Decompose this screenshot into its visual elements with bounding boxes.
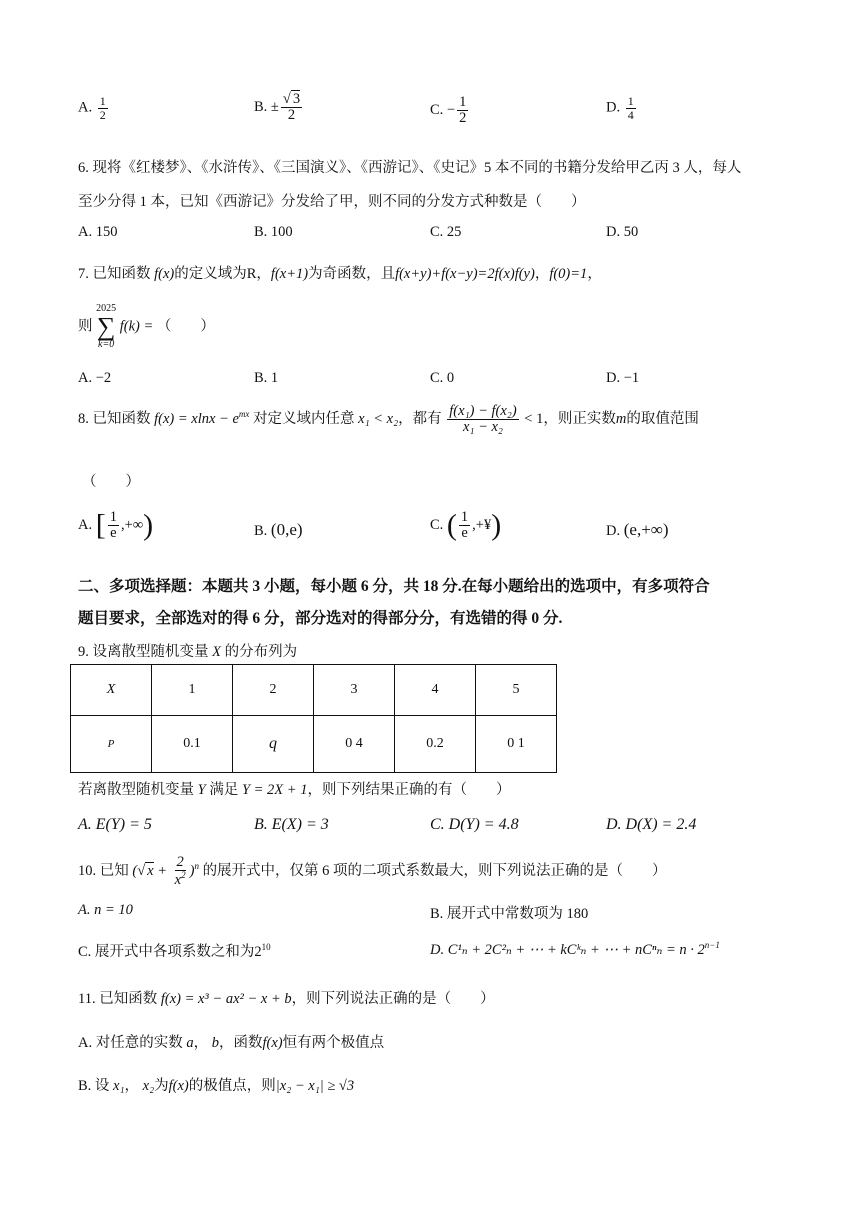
q7-option-b: B. 1: [254, 370, 279, 386]
q9-option-d: D. D(X) = 2.4: [606, 816, 697, 833]
q8-option-c: C. ( $\frac{1}{e}$ ,+¥): [430, 508, 502, 542]
q8-stem: 8. 已知函数 $f(x) = xlnx - e^{mx}$ 对定义域内任意 x₁ < x₂，都有 $\frac{\text{f(x₁) − f(x₂)}}{\text{x₁ − x₂}}$ < 1，则正实数m的取值范围: [78, 403, 699, 436]
q10-stem: 10. 已知 (√ x + $\frac{2}{x^2}$ )$^n$ 的展开式中，仅第 6 项的二项式系数最大，则下列说法正确的是（ ）: [78, 854, 667, 889]
q6-line1: 6. 现将《红楼梦》、《水浒传》、《三国演义》、《西游记》、《史记》5 本不同的书籍分发给甲乙丙 3 人，每人: [78, 160, 742, 176]
q8-option-d: D. (e,+∞): [606, 520, 669, 539]
section-2-heading-line1: 二、多项选择题：本题共 3 小题，每小题 6 分，共 18 分.在每小题给出的选项中，有多项符合: [78, 578, 710, 595]
table-row: P 0.1 q 0 4 0.2 0 1: [71, 716, 557, 773]
q9-option-b: B. E(X) = 3: [254, 816, 329, 833]
q7-option-a: A. −2: [78, 370, 112, 386]
q6-option-c: C. 25: [430, 224, 462, 240]
q5-option-d: D. $\frac{1}{4}$: [606, 94, 634, 122]
fraction: $\frac{\text{f(x₁) − f(x₂)}}{\text{x₁ − x₂}}$: [449, 403, 517, 436]
q10-option-b: B. 展开式中常数项为 180: [430, 906, 589, 922]
q11-option-a: A. 对任意的实数 a， b，函数f(x)恒有两个极值点: [78, 1035, 385, 1051]
q7-option-c: C. 0: [430, 370, 455, 386]
binomial-expression: (√ x + $\frac{2}{x^2}$ )$^n$: [132, 854, 199, 889]
fraction: $\frac{1}{2}$: [459, 94, 467, 127]
q9-option-c: C. D(Y) = 4.8: [430, 816, 519, 833]
q9-option-a: A. E(Y) = 5: [78, 816, 152, 833]
q10-option-a: A. n = 10: [78, 902, 133, 918]
q6-option-b: B. 100: [254, 224, 293, 240]
q9-intro: 9. 设离散型随机变量 X 的分布列为: [78, 644, 298, 660]
q11-stem: 11. 已知函数 f(x) = x³ − ax² − x + b，则下列说法正确的是（ ）: [78, 991, 495, 1007]
fraction: $\frac{√ 3}{2}$: [282, 91, 301, 124]
q5-option-c: C. − $\frac{1}{2}$: [430, 94, 467, 127]
table-row: X 1 2 3 4 5: [71, 665, 557, 716]
q7-sum: 则 2025 ∑ k=0 f(k) = （ ）: [78, 303, 215, 350]
q5-option-b: B. ± $\frac{√ 3}{2}$: [254, 91, 301, 124]
section-2-heading-line2: 题目要求，全部选对的得 6 分，部分选对的得部分分，有选错的得 0 分.: [78, 610, 563, 627]
q6-line2: 至少分得 1 本，已知《西游记》分发给了甲，则不同的分发方式种数是（ ）: [78, 194, 586, 210]
summation: 2025 ∑ k=0: [96, 303, 117, 350]
q5-option-a: A. $\frac{1}{2}$: [78, 94, 106, 122]
fraction: $\frac{1}{4}$: [627, 94, 634, 122]
q9-condition: 若离散型随机变量 Y 满足 Y = 2X + 1，则下列结果正确的有（ ）: [78, 782, 511, 798]
q10-option-c: C. 展开式中各项系数之和为$2^{10}$: [78, 942, 271, 960]
fraction: $\frac{1}{e}$: [460, 509, 469, 542]
q8-paren: （ ）: [82, 474, 140, 490]
q7-option-d: D. −1: [606, 370, 640, 386]
fraction: $\frac{1}{e}$: [109, 509, 117, 542]
q6-option-d: D. 50: [606, 224, 639, 240]
q7-stem: 7. 已知函数 f(x)的定义域为R，f(x+1)为奇函数，且f(x+y)+f(x−y)=2f(x)f(y)，f(0)=1，: [78, 266, 602, 282]
q8-option-a: A. [ $\frac{1}{e}$ ,+∞): [78, 508, 154, 542]
distribution-table: [70, 664, 557, 773]
sigma-icon: ∑: [96, 312, 116, 341]
q11-option-b: B. 设 x₁， x₂为f(x)的极值点，则|x₂ − x₁| ≥ √3: [78, 1078, 355, 1094]
q6-option-a: A. 150: [78, 224, 118, 240]
fraction: $\frac{1}{2}$: [99, 94, 106, 122]
q10-option-d: D. C¹ₙ + 2C²ₙ + ⋯ + kCᵏₙ + ⋯ + $nC^n_n = n \cdot 2^{n-1}$: [430, 940, 720, 958]
q8-option-b: B. (0,e): [254, 520, 303, 539]
